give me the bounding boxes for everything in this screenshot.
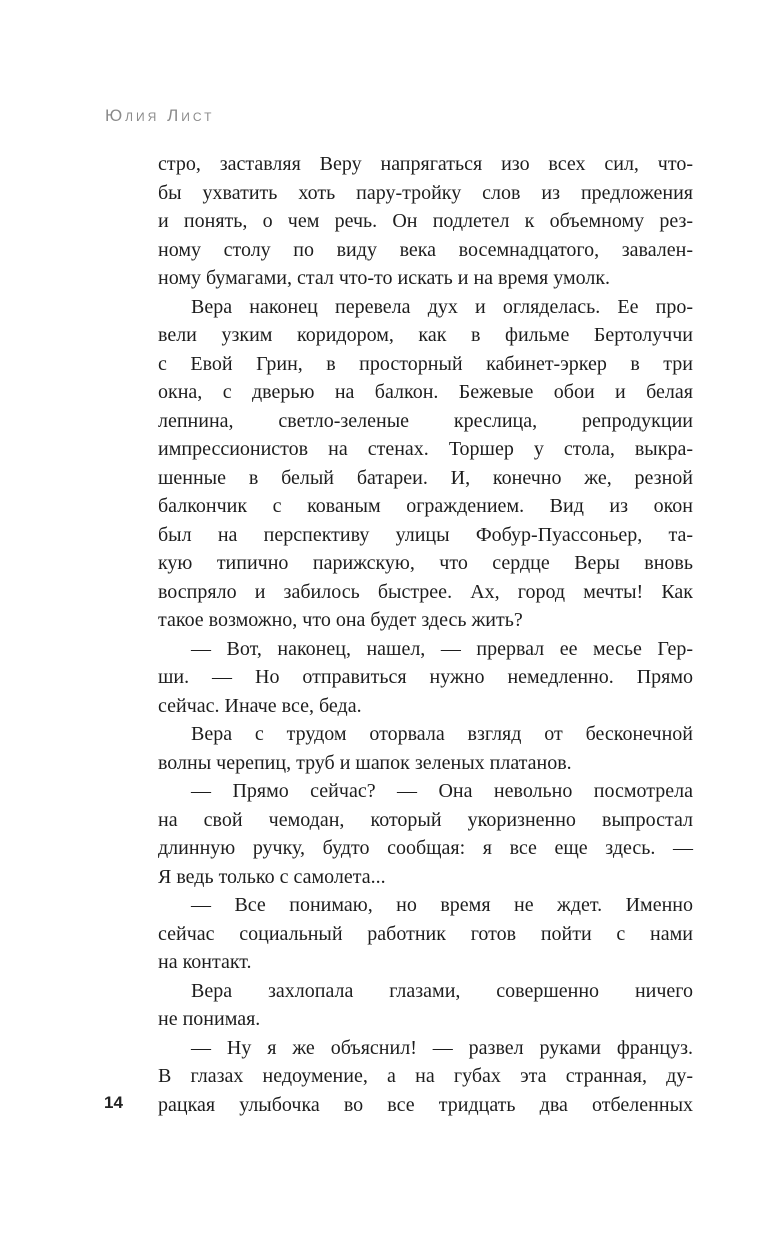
text-line: ному бумагами, стал что-то искать и на время умолк. — [158, 267, 611, 289]
text-line: окна, с дверью на балкон. Бежевые обои и белая — [158, 381, 693, 403]
text-line: на контакт. — [158, 951, 252, 973]
text-line: воспряло и забилось быстрее. Ах, город мечты! Как — [158, 580, 693, 603]
text-line: на свой чемодан, который укоризненно выпростал — [158, 808, 693, 831]
text-line: — Вот, наконец, нашел, — прервал ее месье Гер- — [191, 637, 693, 660]
text-line: Вера захлопала глазами, совершенно ничего — [191, 979, 693, 1002]
text-line: стро, заставляя Веру напрягаться изо всех сил, что- — [158, 153, 693, 175]
text-line: волны черепиц, труб и шапок зеленых платанов. — [158, 751, 572, 774]
text-line: такое возможно, что она будет здесь жить? — [158, 609, 523, 631]
text-line: ному столу по виду века восемнадцатого, завален- — [158, 238, 693, 261]
text-line: рацкая улыбочка во все тридцать два отбеленных — [158, 1093, 693, 1116]
text-line: шенные в белый батареи. И, конечно же, резной — [158, 466, 693, 489]
text-line: Я ведь только с самолета... — [158, 865, 386, 888]
running-header-author: Юлия Лист — [105, 106, 215, 125]
paragraph — [158, 635, 693, 721]
paragraph — [158, 891, 693, 977]
paragraph — [158, 293, 693, 635]
page-number: 14 — [104, 1093, 123, 1112]
text-line: ши. — Но отправиться нужно немедленно. Прямо — [158, 666, 693, 688]
text-line: вели узким коридором, как в фильме Бертолуччи — [158, 324, 693, 346]
text-line: — Прямо сейчас? — Она невольно посмотрела — [191, 780, 693, 802]
text-line: бы ухватить хоть пару-тройку слов из предложения — [158, 181, 693, 204]
paragraph — [158, 977, 693, 1034]
text-line: — Все понимаю, но время не ждет. Именно — [191, 894, 693, 916]
text-line: сейчас социальный работник готов пойти с нами — [158, 922, 693, 945]
paragraph — [158, 1034, 693, 1120]
text-line: Вера с трудом оторвала взгляд от бесконечной — [191, 723, 693, 745]
body-text — [158, 150, 693, 1119]
text-line: кую типично парижскую, что сердце Веры вновь — [158, 552, 693, 574]
text-line: Вера наконец перевела дух и огляделась. Ее про- — [191, 295, 693, 318]
text-line: длинную ручку, будто сообщая: я все еще здесь. — — [158, 837, 693, 859]
text-line: балкончик с кованым ограждением. Вид из окон — [158, 495, 693, 517]
text-line: В глазах недоумение, а на губах эта странная, ду- — [158, 1065, 693, 1087]
text-line: — Ну я же объяснил! — развел руками француз. — [191, 1036, 693, 1059]
text-line: сейчас. Иначе все, беда. — [158, 694, 362, 717]
text-line: и понять, о чем речь. Он подлетел к объемному рез- — [158, 210, 693, 232]
text-line: не понимая. — [158, 1008, 261, 1030]
text-line: был на перспективу улицы Фобур-Пуассоньер, та- — [158, 523, 693, 546]
paragraph — [158, 150, 693, 293]
paragraph — [158, 777, 693, 891]
text-line: импрессионистов на стенах. Торшер у стола, выкра- — [158, 438, 693, 460]
text-line: лепнина, светло-зеленые креслица, репродукции — [158, 409, 693, 432]
text-line: с Евой Грин, в просторный кабинет-эркер в три — [158, 352, 693, 375]
paragraph — [158, 720, 693, 777]
